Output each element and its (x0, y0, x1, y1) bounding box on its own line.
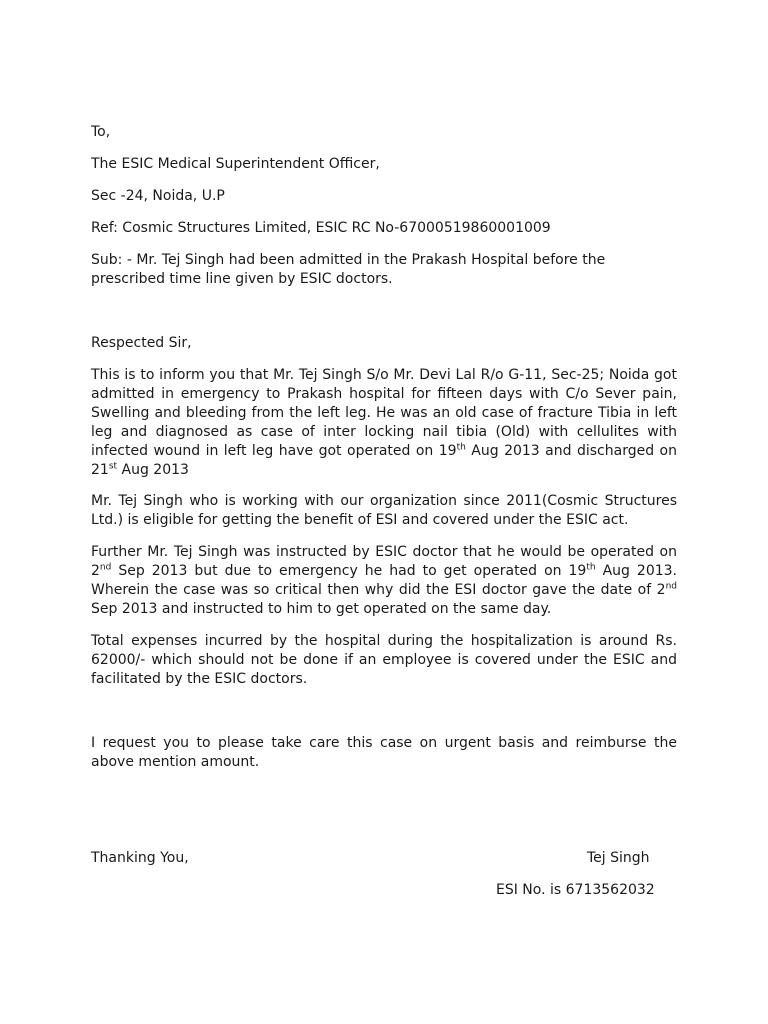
p3-text-d: Sep 2013 and instructed to him to get operated on the same day. (91, 601, 552, 617)
signatory-name: Tej Singh (587, 850, 650, 866)
salutation-to: To, (91, 124, 111, 140)
p3-sup-2: th (586, 562, 596, 573)
p1-sup-1: th (456, 442, 466, 453)
body-paragraph-2: Mr. Tej Singh who is working with our organization since 2011(Cosmic Structures Ltd.) is eligible for getting the benefit of ESI and covered under the ESIC act. (91, 493, 677, 528)
recipient-title: The ESIC Medical Superintendent Officer, (91, 156, 380, 172)
esi-number: ESI No. is 6713562032 (496, 882, 655, 898)
p3-sup-1: nd (99, 562, 112, 573)
closing-line: Thanking You, (91, 850, 189, 866)
p3-text-b: Sep 2013 but due to emergency he had to get operated on 19 (111, 563, 587, 579)
p3-text-c: Aug 2013. Wherein the case was so critical then why did the ESI doctor gave the date of 2 (91, 563, 677, 598)
p1-text-a: This is to inform you that Mr. Tej Singh S/o Mr. Devi Lal R/o G-11, Sec-25; Noida got admitted in emergency to Prakash hospital for fifteen days with C/o Sever pain, Swelling and bleeding from the left leg. He was an old case of fracture Tibia in left leg and diagnosed as case of inter locking nail tibia (Old) with cellulites with infected wound in left leg have got operated on 19 (91, 367, 677, 459)
body-paragraph-4: Total expenses incurred by the hospital during the hospitalization is around Rs. 62000/- which should not be done if an employee is covered under the ESIC and facilitated by the ESIC doctors. (91, 633, 677, 687)
subject-line: Sub: - Mr. Tej Singh had been admitted in the Prakash Hospital before the prescribed time line given by ESIC doctors. (91, 252, 606, 287)
reference-line: Ref: Cosmic Structures Limited, ESIC RC No-67000519860001009 (91, 220, 551, 236)
body-paragraph-5: I request you to please take care this case on urgent basis and reimburse the above mention amount. (91, 735, 677, 770)
p3-sup-3: nd (665, 581, 677, 592)
greeting: Respected Sir, (91, 335, 192, 351)
body-paragraph-3 (91, 543, 677, 619)
recipient-address: Sec -24, Noida, U.P (91, 188, 225, 204)
p1-text-b: Aug 2013 and discharged on 21 (91, 443, 677, 478)
p3-text-a: Further Mr. Tej Singh was instructed by ESIC doctor that he would be operated on 2 (91, 544, 677, 579)
p1-sup-2: st (108, 461, 118, 472)
p1-text-c: Aug 2013 (117, 462, 189, 478)
body-paragraph-1 (91, 366, 677, 480)
